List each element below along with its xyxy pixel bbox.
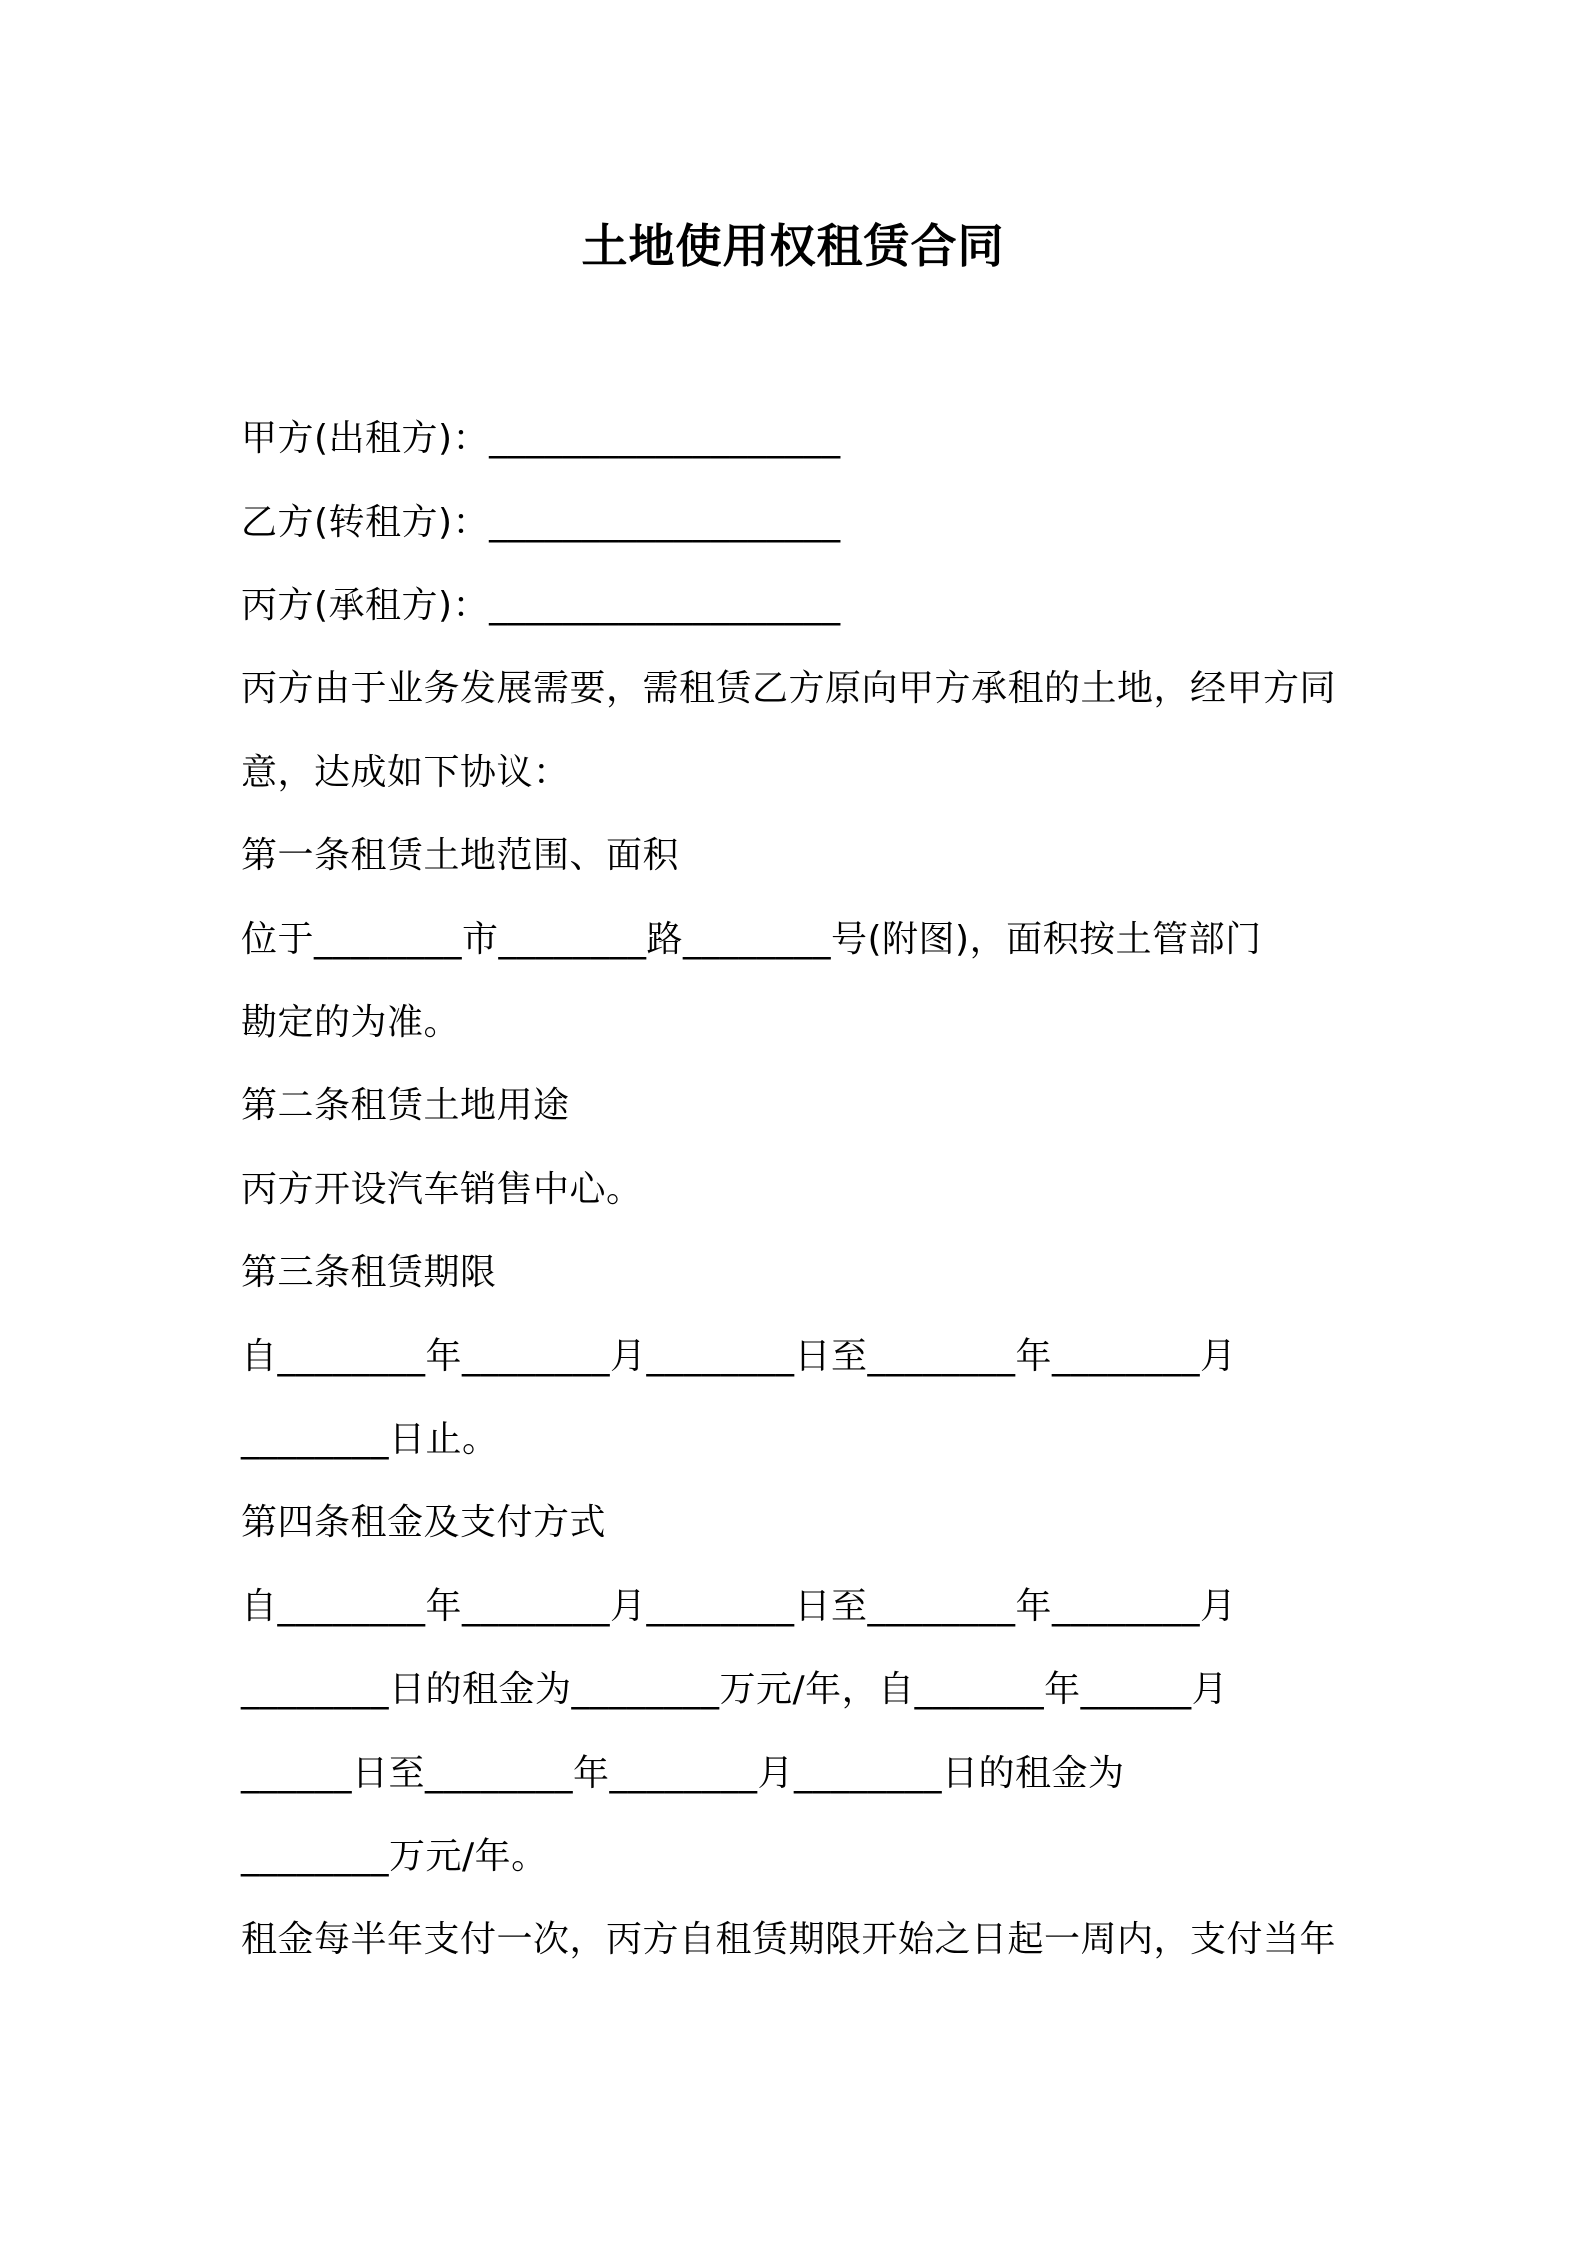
article-3-heading: 第三条租赁期限 bbox=[241, 1252, 497, 1293]
article-3-text-1: 自________年________月________日至________年________月 bbox=[241, 1336, 1237, 1377]
party-c-line: 丙方(承租方)：___________________ bbox=[241, 585, 841, 626]
article-1-heading: 第一条租赁土地范围、面积 bbox=[241, 835, 680, 876]
party-b-line: 乙方(转租方)：___________________ bbox=[241, 502, 841, 543]
article-1-text-2: 勘定的为准。 bbox=[241, 1002, 461, 1043]
article-4-text-3: ______日至________年________月________日的租金为 bbox=[241, 1753, 1125, 1794]
payment-terms-line: 租金每半年支付一次，丙方自租赁期限开始之日起一周内，支付当年 bbox=[241, 1919, 1337, 1960]
article-4-text-2: ________日的租金为________万元/年，自_______年______月 bbox=[241, 1669, 1229, 1710]
document-title: 土地使用权租赁合同 bbox=[581, 219, 1005, 273]
article-2-text: 丙方开设汽车销售中心。 bbox=[241, 1169, 643, 1210]
article-1-text-1: 位于________市________路________号(附图)，面积按土管部门 bbox=[241, 919, 1262, 960]
article-4-heading: 第四条租金及支付方式 bbox=[241, 1502, 607, 1543]
article-4-text-1: 自________年________月________日至________年________月 bbox=[241, 1586, 1237, 1627]
article-2-heading: 第二条租赁土地用途 bbox=[241, 1085, 570, 1126]
preamble-line-2: 意，达成如下协议： bbox=[241, 752, 570, 793]
preamble-line-1: 丙方由于业务发展需要，需租赁乙方原向甲方承租的土地，经甲方同 bbox=[241, 668, 1337, 709]
article-4-text-4: ________万元/年。 bbox=[241, 1836, 548, 1877]
party-a-line: 甲方(出租方)：___________________ bbox=[241, 418, 841, 459]
article-3-text-2: ________日止。 bbox=[241, 1419, 499, 1460]
